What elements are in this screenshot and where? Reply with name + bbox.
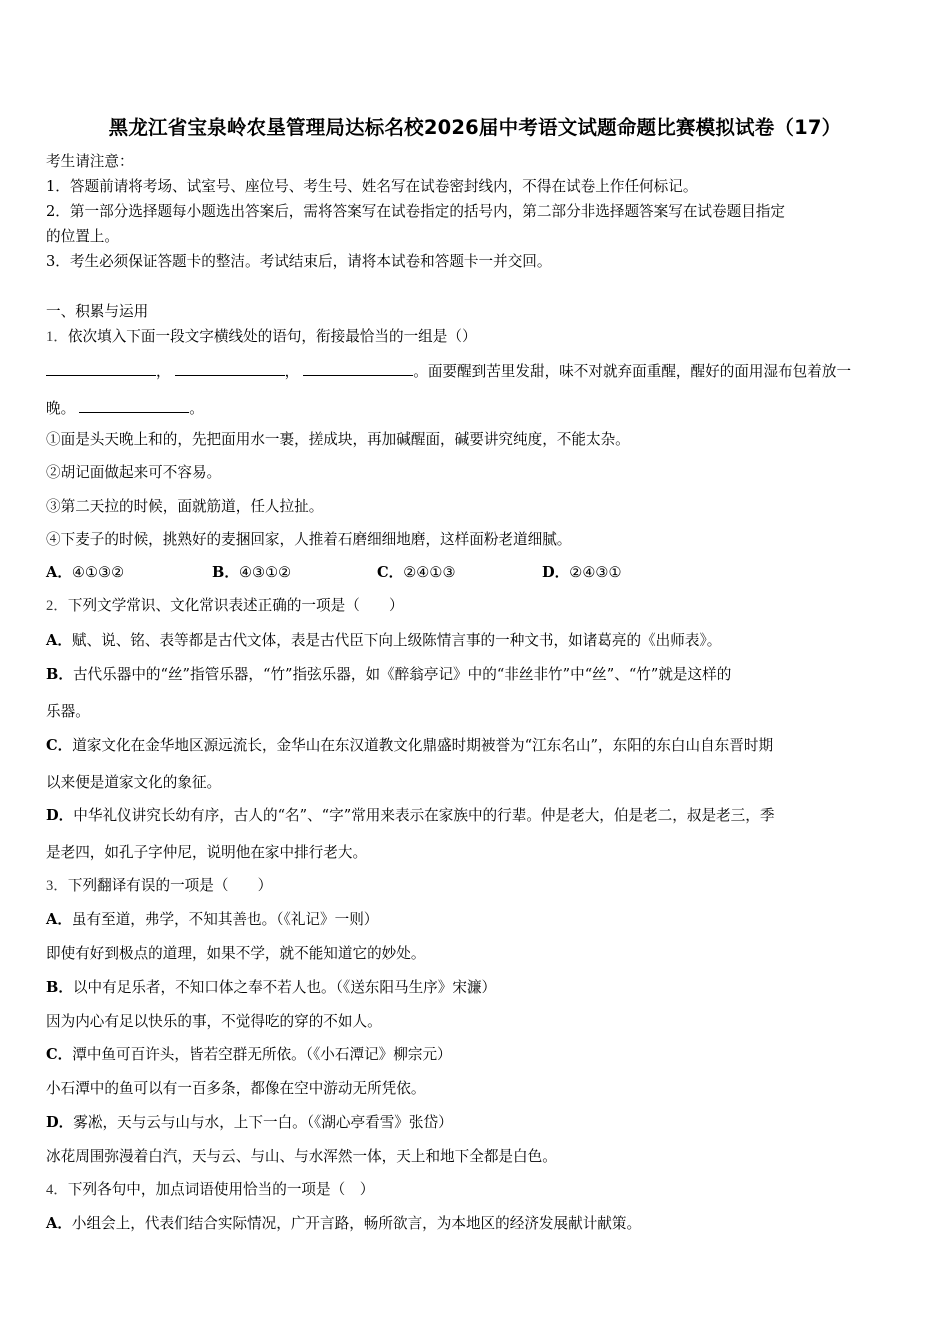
option-label: A．	[46, 911, 72, 928]
option-a[interactable]	[46, 632, 721, 650]
option-text: ④③①②	[238, 564, 292, 581]
option-c[interactable]	[46, 1046, 452, 1064]
option-text: 古代乐器中的“丝”指管乐器，“竹”指弦乐器，如《醉翁亭记》中的“非丝非竹”中“丝”、“竹”就是这样的	[72, 666, 732, 683]
notice-heading: 考生请注意：	[46, 153, 134, 170]
option-label: C．	[377, 564, 404, 581]
option-text: 赋、说、铭、表等都是古代文体，表是古代臣下向上级陈情言事的一种文书，如诸葛亮的《出师表》。	[71, 632, 722, 649]
question-1-sentence: ③第二天拉的时候，面就筋道，任人拉扯。	[46, 498, 324, 515]
option-a[interactable]	[46, 911, 378, 929]
option-text: 小组会上，代表们结合实际情况，广开言路，畅所欲言，为本地区的经济发展献计献策。	[71, 1215, 642, 1232]
option-label: D．	[46, 807, 74, 824]
option-label: C．	[46, 1046, 73, 1063]
passage-text: 。	[189, 400, 204, 417]
option-d[interactable]	[542, 564, 622, 582]
option-label: D．	[542, 564, 570, 581]
option-b[interactable]	[212, 564, 291, 582]
option-continuation: 是老四，如孔子字仲尼，说明他在家中排行老大。	[46, 844, 368, 861]
question-1-stem	[46, 328, 477, 346]
option-text: 以中有足乐者，不知口体之奉不若人也。（《送东阳马生序》宋濂）	[72, 979, 497, 996]
option-text: 潭中鱼可百许头，皆若空群无所依。（《小石潭记》柳宗元）	[72, 1046, 452, 1063]
question-1-fill-line-2	[46, 398, 204, 418]
option-text: ④①③②	[71, 564, 125, 581]
option-label: B．	[46, 666, 73, 683]
notice-item: 1．答题前请将考场、试室号、座位号、考生号、姓名写在试卷密封线内，不得在试卷上作任何标记。	[46, 178, 698, 195]
notice-item: 2．第一部分选择题每小题选出答案后，需将答案写在试卷指定的括号内，第二部分非选择题答案写在试卷题目指定	[46, 203, 785, 220]
answer-blank[interactable]	[303, 361, 413, 376]
option-c[interactable]	[46, 737, 773, 755]
answer-blank[interactable]	[46, 361, 156, 376]
option-c[interactable]	[377, 564, 456, 582]
option-d[interactable]	[46, 807, 774, 825]
notice-item: 3．考生必须保证答题卡的整洁。考试结束后，请将本试卷和答题卡一并交回。	[46, 253, 552, 270]
question-1-fill-line-1	[46, 361, 851, 381]
option-label: A．	[46, 1215, 72, 1232]
question-number: 1．	[46, 329, 68, 345]
option-d[interactable]	[46, 1114, 453, 1132]
separator: ，	[156, 363, 171, 380]
passage-text: 。面要醒到苦里发甜，味不对就弃面重醒，醒好的面用湿布包着放一	[413, 363, 852, 380]
question-1-sentence: ①面是头天晚上和的，先把面用水一裹，搓成块，再加碱醒面，碱要讲究纯度，不能太杂。	[46, 431, 630, 448]
option-label: C．	[46, 737, 73, 754]
option-a[interactable]	[46, 1215, 641, 1233]
answer-blank[interactable]	[175, 361, 285, 376]
option-text: 雾凇，天与云与山与水，上下一白。（《湖心亭看雪》张岱）	[73, 1114, 453, 1131]
option-text: ②④①③	[403, 564, 456, 581]
question-4-stem	[46, 1181, 374, 1199]
passage-text: 晚。	[46, 400, 76, 417]
question-1-sentence: ④下麦子的时候，挑熟好的麦捆回家，人推着石磨细细地磨，这样面粉老道细腻。	[46, 531, 572, 548]
option-text: ②④③①	[569, 564, 622, 581]
question-number: 2．	[46, 598, 68, 614]
option-continuation: 以来便是道家文化的象征。	[46, 774, 222, 791]
option-translation: 即使有好到极点的道理，如果不学，就不能知道它的妙处。	[46, 945, 426, 962]
option-text: 虽有至道，弗学，不知其善也。（《礼记》一则）	[71, 911, 379, 928]
option-a[interactable]	[46, 564, 124, 582]
question-number: 3．	[46, 878, 68, 894]
question-text: 下列文学常识、文化常识表述正确的一项是（ ）	[67, 597, 404, 614]
option-text: 中华礼仪讲究长幼有序，古人的“名”、“字”常用来表示在家族中的行辈。仲是老大，伯是老二，叔是老三，季	[73, 807, 775, 824]
option-translation: 因为内心有足以快乐的事，不觉得吃的穿的不如人。	[46, 1013, 382, 1030]
question-number: 4．	[46, 1182, 68, 1198]
option-label: B．	[212, 564, 239, 581]
question-text: 下列各句中，加点词语使用恰当的一项是（ ）	[67, 1181, 375, 1198]
section-heading: 一、积累与运用	[46, 303, 149, 320]
option-translation: 小石潭中的鱼可以有一百多条，都像在空中游动无所凭依。	[46, 1080, 426, 1097]
separator: ，	[284, 363, 300, 380]
question-text: 下列翻译有误的一项是（ ）	[67, 877, 273, 894]
option-label: D．	[46, 1114, 74, 1131]
option-label: A．	[46, 632, 72, 649]
option-label: A．	[46, 564, 72, 581]
question-text: 依次填入下面一段文字横线处的语句，衔接最恰当的一组是（）	[67, 328, 477, 345]
option-b[interactable]	[46, 666, 731, 684]
question-1-sentence: ②胡记面做起来可不容易。	[46, 464, 222, 481]
option-b[interactable]	[46, 979, 496, 997]
option-translation: 冰花周围弥漫着白汽，天与云、与山、与水浑然一体，天上和地下全都是白色。	[46, 1148, 557, 1165]
option-label: B．	[46, 979, 73, 996]
question-3-stem	[46, 877, 272, 895]
page-title: 黑龙江省宝泉岭农垦管理局达标名校2026届中考语文试题命题比赛模拟试卷（17）	[108, 116, 842, 139]
notice-item: 的位置上。	[46, 228, 119, 245]
answer-blank[interactable]	[79, 398, 189, 413]
option-continuation: 乐器。	[46, 703, 90, 720]
option-text: 道家文化在金华地区源远流长，金华山在东汉道教文化鼎盛时期被誉为“江东名山”，东阳的东白山自东晋时期	[72, 737, 774, 754]
question-2-stem	[46, 597, 404, 615]
